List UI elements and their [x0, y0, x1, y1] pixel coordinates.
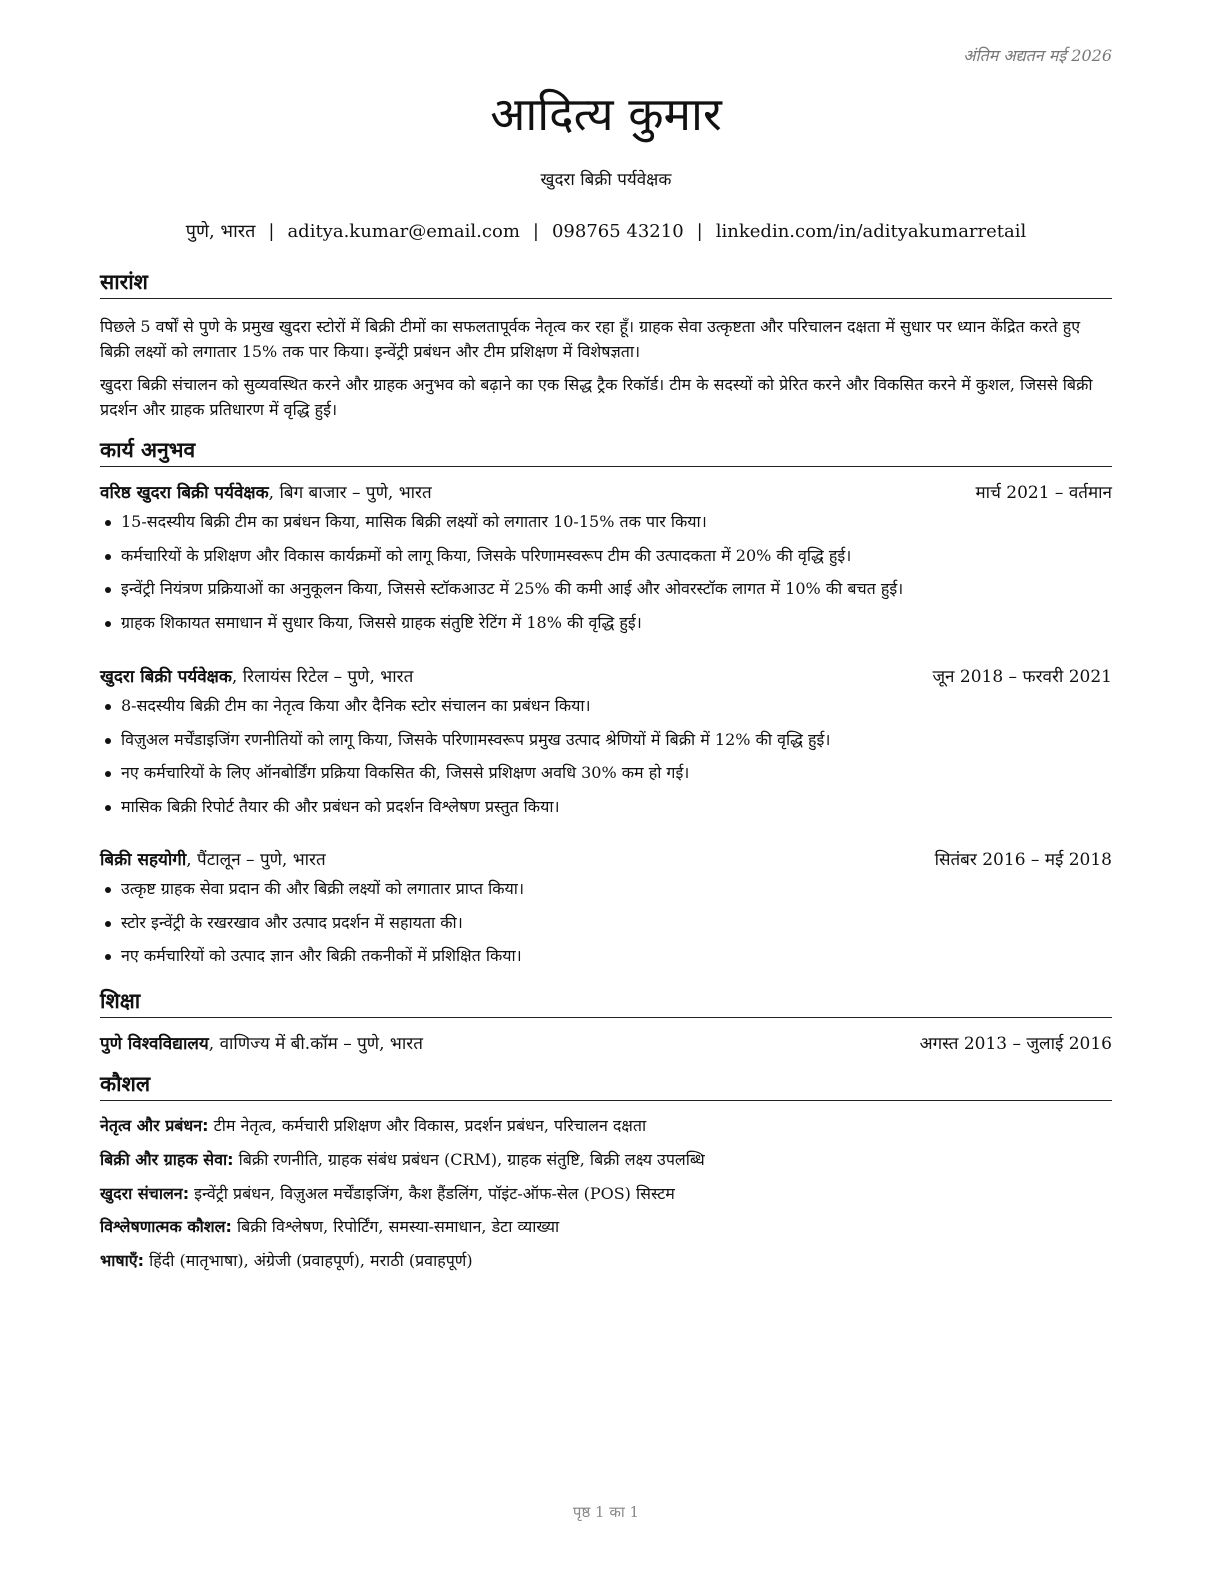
email-link[interactable]: aditya.kumar@email.com — [287, 221, 520, 242]
skill-text: इन्वेंट्री प्रबंधन, विज़ुअल मर्चेंडाइजिंग, कैश हैंडलिंग, पॉइंट-ऑफ-सेल (POS) सिस्टम — [189, 1184, 675, 1203]
school-name: पुणे विश्वविद्यालय — [100, 1034, 209, 1054]
resume-page — [100, 0, 1112, 1584]
job-org: , बिग बाजार – पुणे, भारत — [268, 483, 432, 503]
section-title-skills: कौशल — [100, 1070, 1112, 1101]
job-role: वरिष्ठ खुदरा बिक्री पर्यवेक्षक — [100, 483, 269, 503]
page-number: पृष्ठ 1 का 1 — [572, 1503, 640, 1521]
phone: 098765 43210 — [551, 221, 684, 242]
job-dates: मार्च 2021 – वर्तमान — [975, 483, 1112, 503]
job-dates: जून 2018 – फरवरी 2021 — [932, 667, 1112, 687]
skill-line — [100, 1182, 1112, 1206]
list-item: 15-सदस्यीय बिक्री टीम का प्रबंधन किया, मासिक बिक्री लक्ष्यों को लगातार 10-15% तक पार किया। — [100, 510, 1112, 544]
list-item: ग्राहक शिकायत समाधान में सुधार किया, जिससे ग्राहक संतुष्टि रेटिंग में 18% की वृद्धि हुई। — [100, 611, 1112, 645]
skill-line — [100, 1148, 1112, 1172]
list-item: इन्वेंट्री नियंत्रण प्रक्रियाओं का अनुकूलन किया, जिससे स्टॉकआउट में 25% की कमी आई और ओवरस्टॉक लागत में 10% की बचत हुई। — [100, 577, 1112, 611]
section-title-experience: कार्य अनुभव — [100, 436, 1112, 467]
skill-label: विश्लेषणात्मक कौशल: — [100, 1217, 232, 1236]
skill-label: बिक्री और ग्राहक सेवा: — [100, 1150, 234, 1169]
skill-line — [100, 1114, 1112, 1138]
summary-paragraph: पिछले 5 वर्षों से पुणे के प्रमुख खुदरा स्टोरों में बिक्री टीमों का सफलतापूर्वक नेतृत्व कर रहा हूँ। ग्राहक सेवा उत्कृष्टता और परिचालन दक्षता में सुधार पर ध्यान केंद्रित करते हुए बिक्री लक्ष्यों को लगातार 15% तक पार किया। इन्वेंट्री प्रबंधन और टीम प्रशिक्षण में विशेषज्ञता। — [100, 317, 1081, 361]
job-bullets — [100, 510, 1112, 645]
degree: , वाणिज्य में बी.कॉम – पुणे, भारत — [208, 1034, 423, 1054]
section-title-summary: सारांश — [100, 268, 1112, 299]
skill-line — [100, 1249, 1112, 1273]
list-item: स्टोर इन्वेंट्री के रखरखाव और उत्पाद प्रदर्शन में सहायता की। — [100, 911, 1112, 945]
job-bullets — [100, 877, 1112, 978]
separator: | — [268, 221, 275, 242]
job-org: , पैंटालून – पुणे, भारत — [186, 850, 326, 870]
last-updated: अंतिम अद्यतन मई 2026 — [963, 46, 1112, 65]
list-item: विज़ुअल मर्चेंडाइजिंग रणनीतियों को लागू किया, जिसके परिणामस्वरूप प्रमुख उत्पाद श्रेणियों में बिक्री में 12% की वृद्धि हुई। — [100, 728, 1112, 762]
skill-text: टीम नेतृत्व, कर्मचारी प्रशिक्षण और विकास, प्रदर्शन प्रबंधन, परिचालन दक्षता — [208, 1116, 647, 1135]
job-title: खुदरा बिक्री पर्यवेक्षक — [540, 170, 672, 190]
job-role: खुदरा बिक्री पर्यवेक्षक — [100, 667, 232, 687]
skill-text: बिक्री रणनीति, ग्राहक संबंध प्रबंधन (CRM), ग्राहक संतुष्टि, बिक्री लक्ष्य उपलब्धि — [233, 1150, 705, 1169]
job-dates: सितंबर 2016 – मई 2018 — [934, 850, 1112, 870]
skill-line — [100, 1215, 1112, 1239]
contact-line — [100, 219, 1112, 243]
separator: | — [696, 221, 703, 242]
skill-label: भाषाएँ: — [100, 1251, 145, 1270]
linkedin-link[interactable]: linkedin.com/in/adityakumarretail — [715, 221, 1027, 242]
list-item: उत्कृष्ट ग्राहक सेवा प्रदान की और बिक्री लक्ष्यों को लगातार प्राप्त किया। — [100, 877, 1112, 911]
list-item: मासिक बिक्री रिपोर्ट तैयार की और प्रबंधन को प्रदर्शन विश्लेषण प्रस्तुत किया। — [100, 795, 1112, 829]
job-org: , रिलायंस रिटेल – पुणे, भारत — [231, 667, 414, 687]
separator: | — [532, 221, 539, 242]
list-item: नए कर्मचारियों के लिए ऑनबोर्डिंग प्रक्रिया विकसित की, जिससे प्रशिक्षण अवधि 30% कम हो गई। — [100, 761, 1112, 795]
skill-text: हिंदी (मातृभाषा), अंग्रेजी (प्रवाहपूर्ण), मराठी (प्रवाहपूर्ण) — [144, 1251, 473, 1270]
location: पुणे, भारत — [185, 221, 256, 242]
list-item: नए कर्मचारियों को उत्पाद ज्ञान और बिक्री तकनीकों में प्रशिक्षित किया। — [100, 944, 1112, 978]
summary-paragraph: खुदरा बिक्री संचालन को सुव्यवस्थित करने और ग्राहक अनुभव को बढ़ाने का एक सिद्ध ट्रैक रिकॉर्ड। टीम के सदस्यों को प्रेरित करने और विकसित करने में कुशल, जिससे बिक्री प्रदर्शन और ग्राहक प्रतिधारण में वृद्धि हुई। — [100, 375, 1093, 419]
job-bullets — [100, 694, 1112, 829]
section-title-education: शिक्षा — [100, 987, 1112, 1018]
job-header — [100, 848, 1112, 872]
job-header — [100, 481, 1112, 505]
job-header — [100, 665, 1112, 689]
education-dates: अगस्त 2013 – जुलाई 2016 — [919, 1034, 1112, 1054]
skill-label: खुदरा संचालन: — [100, 1184, 190, 1203]
list-item: कर्मचारियों के प्रशिक्षण और विकास कार्यक्रमों को लागू किया, जिसके परिणामस्वरूप टीम की उत्पादकता में 20% की वृद्धि हुई। — [100, 544, 1112, 578]
skill-text: बिक्री विश्लेषण, रिपोर्टिंग, समस्या-समाधान, डेटा व्याख्या — [231, 1217, 560, 1236]
skill-label: नेतृत्व और प्रबंधन: — [100, 1116, 209, 1135]
candidate-name: आदित्य कुमार — [490, 87, 722, 141]
list-item: 8-सदस्यीय बिक्री टीम का नेतृत्व किया और दैनिक स्टोर संचालन का प्रबंधन किया। — [100, 694, 1112, 728]
job-role: बिक्री सहयोगी — [100, 850, 187, 870]
education-entry — [100, 1032, 1112, 1056]
